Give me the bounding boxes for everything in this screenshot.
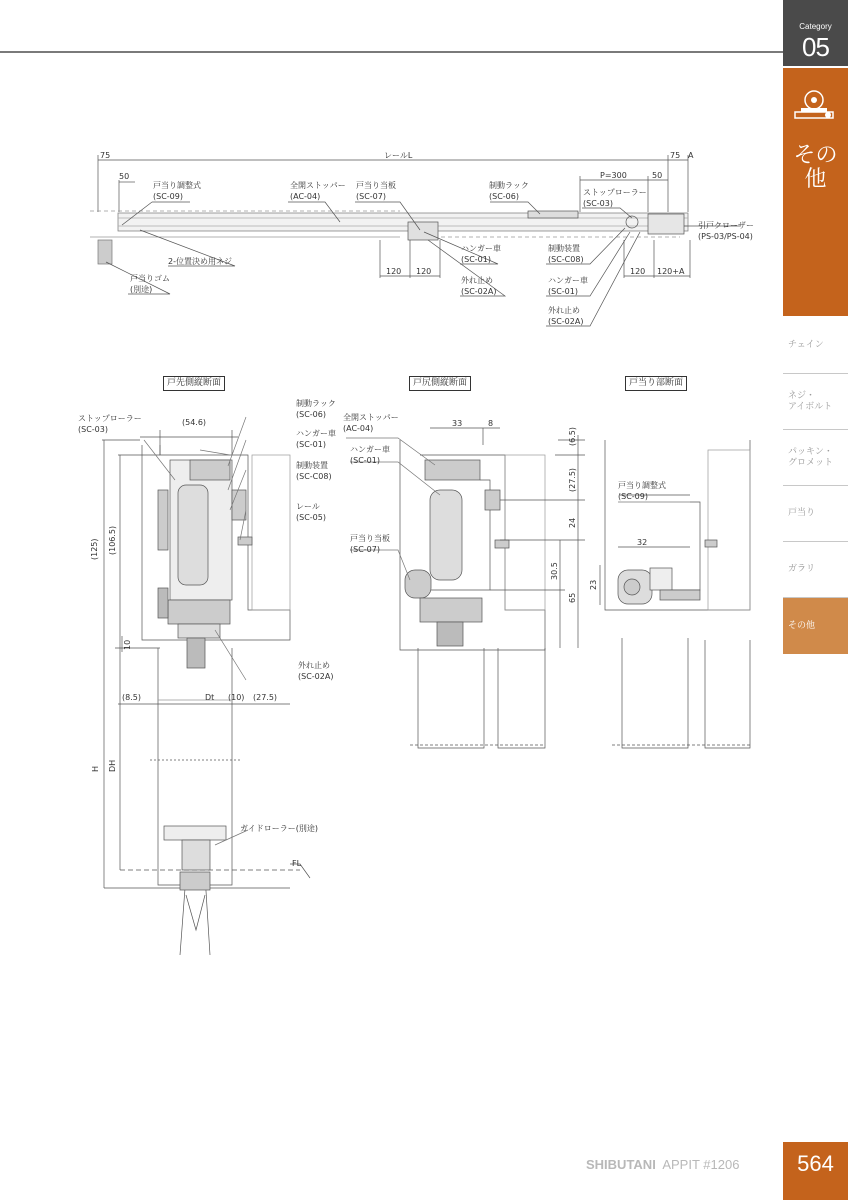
rear-dim-65: 65 bbox=[568, 592, 577, 603]
front-dim-54-6: (54.6) bbox=[182, 418, 207, 427]
code-closer: (PS-03/PS-04) bbox=[698, 232, 753, 241]
category-box bbox=[783, 0, 848, 66]
label-sc06: 制動ラック bbox=[489, 181, 529, 190]
code-ac04: (AC-04) bbox=[290, 192, 321, 201]
code-hanger: (SC-01) bbox=[461, 255, 491, 264]
rear-dim-6-5: (6.5) bbox=[568, 427, 577, 446]
dim-50-right: 50 bbox=[652, 171, 663, 180]
front-dim-10-b: (10) bbox=[228, 693, 245, 702]
front-label-sc02: 外れ止め bbox=[298, 661, 330, 670]
code-sc06: (SC-06) bbox=[489, 192, 519, 201]
label-stopper: 外れ止め bbox=[461, 276, 493, 285]
category-number: 05 bbox=[802, 32, 829, 62]
section-title-rear: 戸尻側縦断面 bbox=[409, 376, 471, 391]
stop-label-sc09: 戸当り調整式 bbox=[618, 481, 666, 490]
rear-dim-30-5: 30.5 bbox=[550, 562, 559, 580]
code-brake: (SC-C08) bbox=[548, 255, 584, 264]
rear-dim-33: 33 bbox=[452, 419, 463, 428]
section-title-stop: 戸当り部断面 bbox=[625, 376, 687, 391]
code-sc03: (SC-03) bbox=[583, 199, 613, 208]
front-code-sc06: (SC-06) bbox=[296, 410, 326, 419]
page-number: 564 bbox=[783, 1142, 848, 1200]
label-hanger-2: ハンガー車 bbox=[548, 276, 588, 285]
rear-code-ac04: (AC-04) bbox=[343, 424, 374, 433]
dim-rail-length: レールL bbox=[384, 151, 413, 160]
front-dim-DH: DH bbox=[108, 759, 117, 772]
label-stopper-2: 外れ止め bbox=[548, 306, 580, 315]
label-sc03: ストップローラー bbox=[583, 188, 647, 197]
front-code-sc03: (SC-03) bbox=[78, 425, 108, 434]
label-rubber: 戸当りゴム bbox=[130, 274, 170, 283]
label-hanger: ハンガー車 bbox=[461, 244, 501, 253]
nav-other[interactable]: その他 bbox=[783, 598, 848, 654]
code-sc07: (SC-07) bbox=[356, 192, 386, 201]
nav-louver[interactable]: ガラリ bbox=[783, 542, 848, 598]
category-label: Category bbox=[799, 22, 832, 31]
front-code-sc08: (SC-C08) bbox=[296, 472, 332, 481]
front-code-sc05: (SC-05) bbox=[296, 513, 326, 522]
dim-A: A bbox=[688, 151, 694, 160]
dim-pitch-300: P=300 bbox=[600, 171, 627, 180]
category-panel bbox=[783, 68, 848, 316]
label-ac04: 全開ストッパー bbox=[290, 181, 346, 190]
label-brake: 制動装置 bbox=[548, 244, 580, 253]
nav-screw[interactable]: ネジ・ アイボルト bbox=[783, 374, 848, 430]
code-hanger-2: (SC-01) bbox=[548, 287, 578, 296]
dim-120-a: 120 bbox=[386, 267, 402, 276]
rear-dim-24: 24 bbox=[568, 517, 577, 528]
front-label-guide: ガイドローラー(別途) bbox=[240, 824, 319, 833]
front-dim-8-5: (8.5) bbox=[122, 693, 141, 702]
front-label-FL: FL bbox=[292, 859, 302, 868]
front-label-sc06: 制動ラック bbox=[296, 399, 336, 408]
sidebar bbox=[783, 0, 848, 1200]
footer-brand-name: SHIBUTANI bbox=[586, 1157, 656, 1172]
stop-dim-23: 23 bbox=[589, 579, 598, 590]
front-dim-125: (125) bbox=[90, 538, 99, 560]
front-code-sc01: (SC-01) bbox=[296, 440, 326, 449]
footer-product: APPIT #1206 bbox=[662, 1157, 740, 1172]
dim-120-plus-A: 120+A bbox=[657, 267, 685, 276]
category-title: その他 bbox=[793, 143, 838, 192]
front-label-sc01: ハンガー車 bbox=[296, 429, 336, 438]
code-stopper-2: (SC-02A) bbox=[548, 317, 584, 326]
rear-label-sc07: 戸当り当板 bbox=[350, 534, 390, 543]
front-dim-H: H bbox=[91, 765, 100, 772]
rear-dim-27-5: (27.5) bbox=[568, 467, 577, 492]
front-dim-Dt: Dt bbox=[205, 693, 215, 702]
front-label-sc05: レール bbox=[296, 502, 320, 511]
front-label-sc08: 制動装置 bbox=[296, 461, 328, 470]
stop-dim-32: 32 bbox=[637, 538, 648, 547]
nav-door-stop[interactable]: 戸当り bbox=[783, 486, 848, 542]
roller-icon bbox=[783, 78, 848, 138]
rear-dim-8: 8 bbox=[488, 419, 494, 428]
front-dim-106-5: (106.5) bbox=[108, 525, 117, 555]
code-rubber: (別途) bbox=[130, 285, 153, 294]
label-sc09: 戸当り調整式 bbox=[153, 181, 201, 190]
nav-chain[interactable]: チェイン bbox=[783, 318, 848, 374]
code-stopper: (SC-02A) bbox=[461, 287, 497, 296]
dim-75-right: 75 bbox=[670, 151, 681, 160]
dim-75-left: 75 bbox=[100, 151, 111, 160]
front-dim-27-5: (27.5) bbox=[253, 693, 278, 702]
dim-120-b: 120 bbox=[416, 267, 432, 276]
dim-120-c: 120 bbox=[630, 267, 646, 276]
code-sc09: (SC-09) bbox=[153, 192, 183, 201]
section-title-front: 戸先側縦断面 bbox=[163, 376, 225, 391]
rear-label-ac04: 全開ストッパー bbox=[343, 413, 399, 422]
rear-code-sc01: (SC-01) bbox=[350, 456, 380, 465]
rear-code-sc07: (SC-07) bbox=[350, 545, 380, 554]
dim-50-left: 50 bbox=[119, 172, 130, 181]
label-closer: 引戸クローザー bbox=[698, 221, 754, 230]
label-sc07: 戸当り当板 bbox=[356, 181, 396, 190]
rear-label-sc01: ハンガー車 bbox=[350, 445, 390, 454]
front-code-sc02: (SC-02A) bbox=[298, 672, 334, 681]
footer-brand bbox=[586, 1157, 739, 1172]
stop-code-sc09: (SC-09) bbox=[618, 492, 648, 501]
nav-packing[interactable]: パッキン・ グロメット bbox=[783, 430, 848, 486]
front-label-sc03: ストップローラー bbox=[78, 414, 142, 423]
front-dim-10: 10 bbox=[123, 639, 132, 650]
label-screw: 2-位置決め用ネジ bbox=[168, 257, 232, 266]
